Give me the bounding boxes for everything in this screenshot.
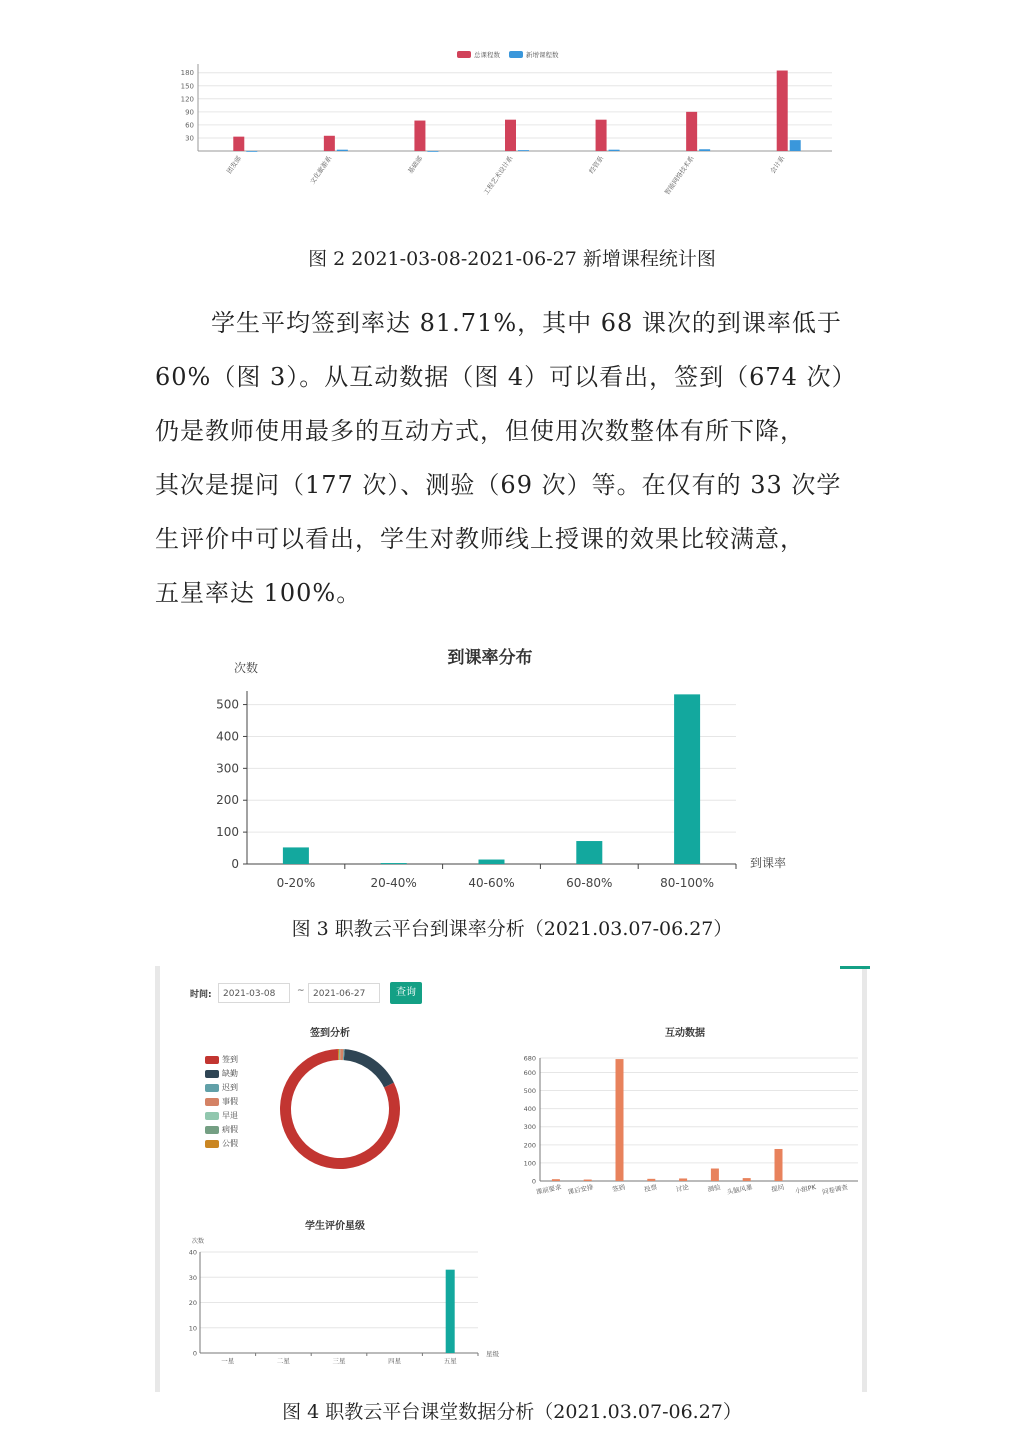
y-tick-label: 120 (180, 95, 194, 104)
bar-new (246, 151, 257, 152)
x-tick-label: 提问 (770, 1183, 785, 1194)
x-tick-label: 问卷调查 (821, 1183, 849, 1196)
legend-swatch (205, 1126, 219, 1134)
y-tick-label: 400 (216, 729, 239, 744)
x-axis-name: 星级 (486, 1350, 499, 1358)
legend-swatch (205, 1098, 219, 1106)
y-tick-label: 0 (192, 1349, 197, 1358)
legend-swatch (205, 1084, 219, 1092)
y-tick-label: 200 (523, 1141, 536, 1150)
sign-donut-chart (270, 1044, 410, 1174)
fig3-attendance-chart (200, 640, 820, 896)
x-tick-label: 会计系 (768, 154, 787, 176)
end-date-input[interactable]: 2021-06-27 (308, 983, 380, 1003)
y-axis-name: 次数 (192, 1238, 205, 1245)
y-tick-label: 200 (216, 793, 239, 808)
bar (446, 1270, 455, 1353)
bar (674, 694, 700, 864)
bar-new (427, 151, 438, 152)
y-tick-label: 300 (523, 1123, 536, 1132)
bar (743, 1178, 751, 1181)
y-axis-name: 次数 (234, 661, 259, 675)
legend-swatch (205, 1056, 219, 1064)
sign-chart-title: 签到分析 (310, 1028, 350, 1039)
bar (552, 1179, 560, 1181)
legend-label: 新增课程数 (526, 51, 559, 59)
y-tick-label: 100 (523, 1159, 536, 1168)
x-tick-label: 头脑风暴 (726, 1183, 754, 1196)
y-tick-label: 90 (185, 108, 194, 117)
x-tick-label: 0-20% (276, 876, 316, 890)
x-tick-label: 80-100% (660, 876, 715, 890)
x-tick-label: 工程艺术设计系 (481, 154, 515, 197)
bar-new (518, 150, 529, 151)
bar-total (233, 137, 244, 151)
x-tick-label: 四星 (388, 1357, 402, 1365)
legend-swatch (457, 51, 471, 58)
legend-swatch (205, 1112, 219, 1120)
x-tick-label: 基础部 (406, 154, 425, 176)
legend-swatch (205, 1070, 219, 1078)
sign-legend-item[interactable] (205, 1125, 238, 1135)
legend-label: 事假 (222, 1097, 238, 1106)
legend-label: 病假 (222, 1125, 238, 1134)
y-tick-label: 30 (185, 134, 194, 143)
bar (283, 847, 309, 864)
x-tick-label: 签到 (611, 1183, 626, 1194)
x-tick-label: 智能网络技术系 (663, 154, 696, 197)
y-tick-label: 40 (188, 1248, 197, 1257)
bar-new (337, 150, 348, 151)
y-tick-label: 300 (216, 761, 239, 776)
sign-legend-item[interactable] (205, 1055, 238, 1065)
date-separator: ~ (297, 986, 305, 996)
y-tick-label: 20 (188, 1299, 197, 1307)
bar-total (414, 121, 425, 151)
bar-new (609, 150, 620, 151)
y-tick-label: 180 (180, 69, 194, 78)
x-tick-label: 讨论 (675, 1183, 690, 1194)
y-tick-label: 500 (523, 1087, 536, 1096)
bar-new (699, 149, 710, 151)
x-tick-label: 课前要求 (535, 1183, 563, 1196)
x-tick-label: 课后安排 (567, 1183, 595, 1196)
bar (679, 1178, 687, 1181)
x-tick-label: 五星 (443, 1357, 457, 1365)
x-tick-label: 测验 (706, 1183, 722, 1194)
paragraph-line-3: 仍是教师使用最多的互动方式，但使用次数整体有所下降， (155, 417, 805, 445)
fig2-course-chart (160, 40, 840, 210)
bar (381, 863, 407, 864)
sign-legend-item[interactable] (205, 1083, 238, 1093)
body-paragraph (155, 296, 875, 620)
time-label: 时间: (190, 990, 212, 1000)
legend-label: 公假 (222, 1139, 238, 1148)
sign-legend-item[interactable] (205, 1139, 238, 1149)
y-tick-label: 60 (185, 121, 194, 130)
x-tick-label: 小组PK (794, 1183, 817, 1196)
y-tick-label: 0 (231, 857, 239, 871)
legend-label: 签到 (222, 1055, 238, 1064)
x-tick-label: 40-60% (468, 876, 515, 890)
paragraph-line-5: 生评价中可以看出，学生对教师线上授课的效果比较满意， (155, 525, 805, 553)
paragraph-line-2: 60%（图 3）。从互动数据（图 4）可以看出，签到（674 次） (155, 363, 857, 391)
fig2-caption: 图 2 2021-03-08-2021-06-27 新增课程统计图 (308, 248, 716, 270)
fig4-dashboard-panel (155, 966, 867, 1392)
panel-accent-bar (840, 966, 870, 969)
legend-label: 早退 (222, 1111, 238, 1120)
x-tick-label: 文化旅游系 (308, 154, 334, 186)
x-axis-name: 到课率 (750, 856, 787, 870)
bar-total (777, 71, 788, 151)
y-tick-label: 680 (523, 1054, 536, 1063)
chart-title: 到课率分布 (447, 648, 533, 668)
y-tick-label: 100 (216, 825, 239, 840)
bar (775, 1149, 783, 1181)
x-tick-label: 团发部 (225, 154, 243, 176)
bar (711, 1169, 719, 1181)
y-tick-label: 150 (180, 82, 194, 91)
y-tick-label: 600 (523, 1068, 536, 1077)
bar (576, 841, 602, 864)
query-button[interactable]: 查询 (390, 982, 422, 1004)
legend-label: 迟到 (222, 1083, 238, 1092)
y-tick-label: 500 (216, 697, 239, 712)
paragraph-line-6: 五星率达 100%。 (155, 579, 362, 607)
x-tick-label: 二星 (276, 1357, 290, 1365)
legend-label: 缺勤 (222, 1069, 238, 1078)
bar (584, 1180, 592, 1181)
sign-legend-item[interactable] (205, 1111, 238, 1121)
start-date-input[interactable]: 2021-03-08 (218, 983, 290, 1003)
legend-swatch (509, 51, 523, 58)
bar (479, 860, 505, 864)
fig3-caption: 图 3 职教云平台到课率分析（2021.03.07-06.27） (291, 918, 733, 940)
bar-total (505, 120, 516, 151)
bar-total (324, 136, 335, 151)
bar-new (790, 140, 801, 151)
legend-swatch (205, 1140, 219, 1148)
y-tick-label: 0 (531, 1177, 536, 1186)
bar-total (596, 120, 607, 151)
bar (647, 1179, 655, 1181)
sign-legend-item[interactable] (205, 1069, 238, 1079)
rating-bar-chart (180, 1234, 510, 1369)
rating-chart-title: 学生评价星级 (305, 1221, 365, 1232)
legend-label: 总课程数 (474, 51, 500, 59)
x-tick-label: 60-80% (566, 876, 613, 890)
fig4-caption: 图 4 职教云平台课堂数据分析（2021.03.07-06.27） (282, 1401, 742, 1423)
x-tick-label: 投票 (643, 1183, 658, 1194)
interaction-chart-title: 互动数据 (665, 1028, 705, 1039)
y-tick-label: 30 (188, 1273, 197, 1282)
interaction-bar-chart (510, 1046, 860, 1196)
y-tick-label: 400 (523, 1105, 536, 1114)
x-tick-label: 20-40% (370, 876, 417, 890)
sign-legend-item[interactable] (205, 1097, 238, 1107)
donut-slice (344, 1049, 394, 1087)
bar (616, 1059, 624, 1181)
x-tick-label: 一星 (221, 1357, 235, 1365)
x-tick-label: 经管系 (587, 154, 606, 176)
x-tick-label: 三星 (332, 1357, 346, 1365)
paragraph-line-4: 其次是提问（177 次）、测验（69 次）等。在仅有的 33 次学 (155, 471, 842, 499)
y-tick-label: 10 (188, 1324, 197, 1333)
paragraph-line-1: 学生平均签到率达 81.71%，其中 68 课次的到课率低于 (211, 309, 842, 337)
bar-total (686, 112, 697, 151)
